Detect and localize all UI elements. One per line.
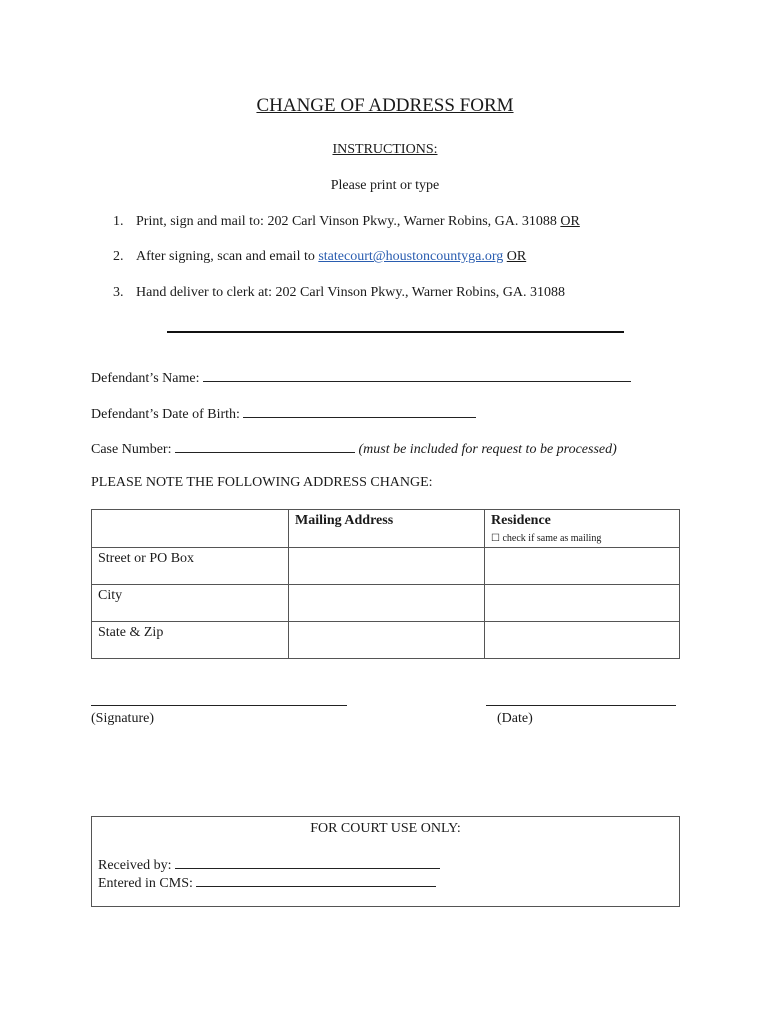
court-use-heading: FOR COURT USE ONLY: (310, 821, 461, 836)
instruction-or: OR (506, 249, 527, 264)
case-number-blank[interactable] (175, 439, 355, 453)
received-by-blank[interactable] (175, 855, 440, 869)
instruction-item-3 (113, 285, 565, 301)
section-divider (167, 331, 624, 333)
defendant-name-row (91, 368, 631, 387)
row-label-city: City (92, 585, 289, 622)
mailing-state-zip-cell[interactable] (289, 622, 485, 659)
row-label-state-zip: State & Zip (92, 622, 289, 659)
instruction-or: OR (560, 214, 580, 229)
row-label-street: Street or PO Box (92, 548, 289, 585)
entered-in-cms-row (98, 873, 436, 892)
instruction-number: 1. (113, 214, 124, 229)
instruction-number: 2. (113, 249, 124, 264)
signature-label: (Signature) (91, 711, 154, 726)
instruction-number: 3. (113, 285, 124, 300)
mailing-city-cell[interactable] (289, 585, 485, 622)
table-header-row (92, 510, 680, 548)
table-row (92, 548, 680, 585)
date-line[interactable] (486, 705, 676, 706)
dob-label: Defendant’s Date of Birth: (91, 407, 240, 422)
table-row (92, 622, 680, 659)
defendant-name-label: Defendant’s Name: (91, 371, 200, 386)
same-as-mailing-option[interactable] (491, 533, 673, 544)
mailing-header-cell (289, 510, 485, 548)
residence-header-cell (485, 510, 680, 548)
residence-city-cell[interactable] (485, 585, 680, 622)
residence-header: Residence (491, 513, 551, 528)
instructions-heading: INSTRUCTIONS: (332, 142, 438, 157)
dob-row (91, 404, 476, 423)
address-change-heading: PLEASE NOTE THE FOLLOWING ADDRESS CHANGE: (91, 475, 433, 490)
dob-blank[interactable] (243, 404, 476, 418)
address-table (91, 509, 680, 659)
received-by-label: Received by: (98, 858, 172, 873)
instruction-text: Hand deliver to clerk at: 202 Carl Vinson Pkwy., Warner Robins, GA. 31088 (136, 285, 565, 300)
instruction-text: Print, sign and mail to: 202 Carl Vinson Pkwy., Warner Robins, GA. 31088 (136, 214, 561, 229)
case-number-note: (must be included for request to be processed) (358, 442, 617, 457)
received-by-row (98, 855, 440, 874)
checkbox-icon[interactable]: ☐ (491, 533, 500, 544)
residence-state-zip-cell[interactable] (485, 622, 680, 659)
case-number-row (91, 439, 617, 458)
signature-line[interactable] (91, 705, 347, 706)
email-link[interactable]: statecourt@houstoncountyga.org (318, 249, 504, 264)
table-row (92, 585, 680, 622)
court-use-box (91, 816, 680, 907)
mailing-street-cell[interactable] (289, 548, 485, 585)
case-number-label: Case Number: (91, 442, 172, 457)
instruction-text: After signing, scan and email to (136, 249, 319, 264)
checkbox-label: check if same as mailing (502, 533, 602, 544)
instruction-item-2 (113, 249, 526, 265)
table-corner-cell (92, 510, 289, 548)
entered-in-cms-label: Entered in CMS: (98, 876, 193, 891)
defendant-name-blank[interactable] (203, 368, 631, 382)
entered-in-cms-blank[interactable] (196, 873, 436, 887)
form-title: CHANGE OF ADDRESS FORM (256, 95, 514, 116)
date-label: (Date) (497, 711, 533, 726)
print-note: Please print or type (330, 178, 440, 193)
residence-street-cell[interactable] (485, 548, 680, 585)
instruction-item-1 (113, 214, 580, 230)
mailing-address-header: Mailing Address (295, 513, 394, 528)
